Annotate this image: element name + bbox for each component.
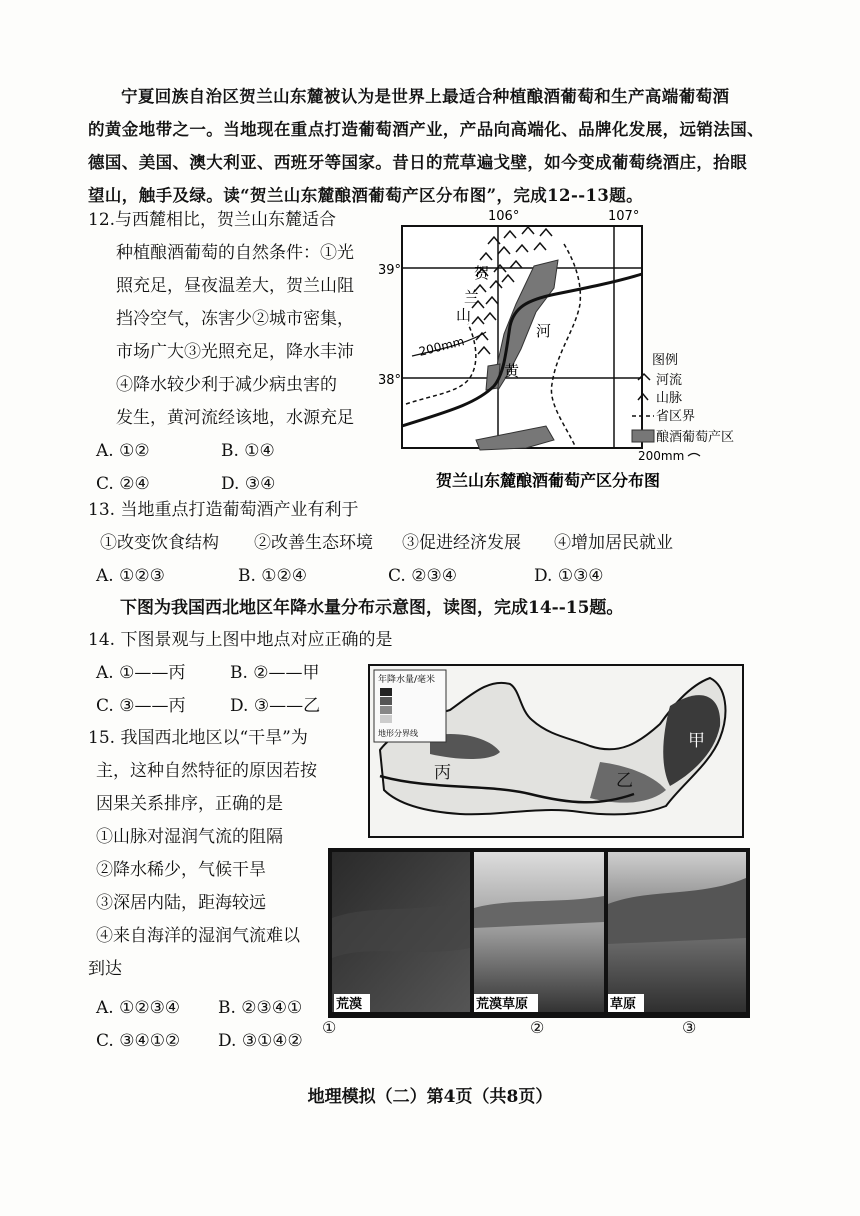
helan-map bbox=[376, 204, 756, 494]
intro-2: 下图为我国西北地区年降水量分布示意图，读图，完成14--15题。 bbox=[120, 598, 624, 618]
lon-label-106: 106° bbox=[488, 209, 520, 224]
q13-choice: ①改变饮食结构 bbox=[100, 533, 219, 553]
q14-option-a[interactable]: A. ①——丙 bbox=[96, 663, 186, 683]
q13-option-d[interactable]: D. ①③④ bbox=[534, 566, 604, 586]
q13-choices bbox=[88, 527, 768, 560]
q12-line: ④降水较少利于减少病虫害的 bbox=[116, 375, 337, 395]
q15-option-a[interactable]: A. ①②③④ bbox=[96, 998, 181, 1018]
q13-choice: ②改善生态环境 bbox=[254, 533, 373, 553]
q12-line: 发生，黄河流经该地，水源充足 bbox=[116, 408, 354, 428]
q15-line: ③深居内陆，距海较远 bbox=[96, 893, 266, 913]
question-12 bbox=[88, 204, 388, 501]
intro-paragraph bbox=[88, 80, 778, 212]
q14-options-row bbox=[88, 690, 388, 723]
q12-line: 12.与西麓相比，贺兰山东麓适合 bbox=[88, 210, 337, 230]
q13-option-c[interactable]: C. ②③④ bbox=[388, 566, 457, 586]
q13-stem: 13. 当地重点打造葡萄酒产业有利于 bbox=[88, 500, 359, 520]
intro-line: 宁夏回族自治区贺兰山东麓被认为是世界上最适合种植酿酒葡萄和生产高端葡萄酒 bbox=[121, 87, 730, 106]
q15-line: 主，这种自然特征的原因若按 bbox=[96, 761, 317, 781]
q12-option-b[interactable]: B. ①④ bbox=[221, 441, 275, 461]
mountain-label-lan: 兰 bbox=[464, 288, 480, 306]
place-bing: 丙 bbox=[434, 763, 451, 783]
legend-river: 河流 bbox=[656, 373, 683, 388]
q12-option-a[interactable]: A. ①② bbox=[96, 441, 150, 461]
q13-option-b[interactable]: B. ①②④ bbox=[238, 566, 308, 586]
legend-isoline: 200mm bbox=[638, 449, 685, 463]
intro-line: 德国、美国、澳大利亚、西班牙等国家。昔日的荒草遍戈壁，如今变成葡萄绕酒庄，抬眼 bbox=[88, 153, 748, 172]
river-label-he: 河 bbox=[536, 322, 552, 340]
legend-swatch bbox=[380, 688, 392, 696]
legend-mountain: 山脉 bbox=[656, 391, 683, 406]
q15-line: ②降水稀少，气候干旱 bbox=[96, 860, 266, 880]
q13-option-a[interactable]: A. ①②③ bbox=[96, 566, 165, 586]
intro-line: 望山，触手及绿。读“贺兰山东麓酿酒葡萄产区分布图”，完成12--13题。 bbox=[88, 186, 644, 205]
q15-line: ④来自海洋的湿润气流难以 bbox=[96, 926, 300, 946]
legend-swatch bbox=[380, 697, 392, 705]
question-14 bbox=[88, 624, 393, 723]
q12-line: 种植酿酒葡萄的自然条件：①光 bbox=[116, 243, 354, 263]
q13-choice: ④增加居民就业 bbox=[554, 533, 673, 553]
mountain-label-shan: 山 bbox=[456, 306, 472, 324]
q15-line: 到达 bbox=[88, 959, 122, 979]
q15-options-row bbox=[88, 1025, 348, 1058]
photo-desert-steppe bbox=[474, 852, 604, 1012]
legend-swatch bbox=[380, 715, 392, 723]
q13-options bbox=[88, 560, 768, 593]
photo-number-2: ② bbox=[530, 1018, 545, 1037]
legend-region-icon bbox=[632, 430, 654, 442]
q15-options-row bbox=[88, 992, 348, 1025]
question-15 bbox=[88, 722, 348, 1058]
northwest-precip-map bbox=[368, 664, 744, 838]
river-label-huang: 黄 bbox=[504, 362, 520, 380]
q12-line: 照充足，昼夜温差大，贺兰山阻 bbox=[116, 276, 354, 296]
photo-number-3: ③ bbox=[682, 1018, 697, 1037]
intro-line: 的黄金地带之一。当地现在重点打造葡萄酒产业，产品向高端化、品牌化发展，远销法国、 bbox=[88, 120, 764, 139]
q13-choice: ③促进经济发展 bbox=[402, 533, 521, 553]
lat-label-39: 39° bbox=[378, 263, 402, 278]
legend-isoline-icon bbox=[688, 454, 700, 457]
q12-line: 市场广大③光照充足，降水丰沛 bbox=[116, 342, 354, 362]
precip-map-svg bbox=[370, 666, 742, 836]
photos-svg bbox=[328, 848, 750, 1018]
legend-title: 图例 bbox=[652, 353, 679, 368]
lat-label-38: 38° bbox=[378, 373, 402, 388]
q15-option-d[interactable]: D. ③①④② bbox=[218, 1031, 303, 1051]
landscape-photos bbox=[322, 848, 750, 1037]
q15-line: ①山脉对湿润气流的阻隔 bbox=[96, 827, 283, 847]
photo-number-1: ① bbox=[322, 1018, 337, 1037]
q12-line: 挡冷空气，冻害少②城市密集， bbox=[116, 309, 354, 329]
legend-swatch bbox=[380, 706, 392, 714]
q12-option-d[interactable]: D. ③④ bbox=[221, 474, 276, 494]
q15-line: 15. 我国西北地区以“干旱”为 bbox=[88, 728, 308, 748]
q14-option-b[interactable]: B. ②——甲 bbox=[230, 663, 320, 683]
q14-option-c[interactable]: C. ③——丙 bbox=[96, 696, 186, 716]
q14-option-d[interactable]: D. ③——乙 bbox=[230, 696, 321, 716]
q15-option-c[interactable]: C. ③④①② bbox=[96, 1031, 181, 1051]
photo-label-desert: 荒漠 bbox=[336, 997, 363, 1012]
photo-label-steppe: 草原 bbox=[610, 997, 637, 1012]
place-yi: 乙 bbox=[616, 771, 633, 791]
q15-option-b[interactable]: B. ②③④① bbox=[218, 998, 303, 1018]
q12-options-row bbox=[88, 435, 388, 468]
mountain-label-he: 贺 bbox=[474, 264, 490, 282]
q12-option-c[interactable]: C. ②④ bbox=[96, 474, 150, 494]
q15-line: 因果关系排序，正确的是 bbox=[96, 794, 283, 814]
question-13 bbox=[88, 494, 768, 593]
map2-legend-sub: 地形分界线 bbox=[378, 729, 418, 738]
photo-label-desert-steppe: 荒漠草原 bbox=[476, 997, 529, 1012]
legend-boundary: 省区界 bbox=[656, 409, 696, 424]
lon-label-107: 107° bbox=[608, 209, 640, 224]
legend-region: 酿酒葡萄产区 bbox=[656, 430, 735, 445]
map1-caption: 贺兰山东麓酿酒葡萄产区分布图 bbox=[436, 471, 661, 490]
q14-options-row bbox=[88, 657, 388, 690]
q14-stem: 14. 下图景观与上图中地点对应正确的是 bbox=[88, 630, 393, 650]
isoline-label: 200mm bbox=[417, 334, 466, 359]
map2-legend-title: 年降水量/毫米 bbox=[378, 675, 436, 685]
helan-map-figure bbox=[376, 204, 756, 494]
page-footer: 地理模拟（二）第4页（共8页） bbox=[307, 1087, 553, 1107]
place-jia: 甲 bbox=[688, 731, 705, 751]
